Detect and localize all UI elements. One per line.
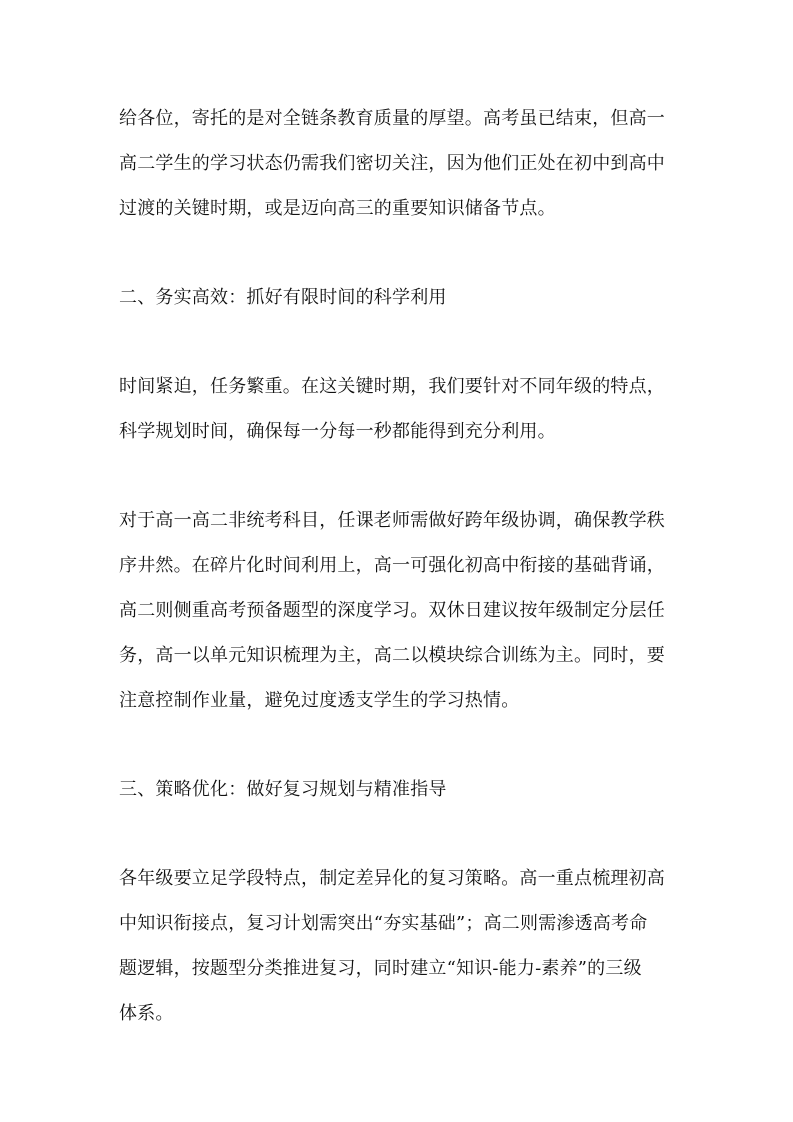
heading-text: 二、务实高效：抓好有限时间的科学利用 xyxy=(119,287,447,308)
text-line: 注意控制作业量，避免过度透支学生的学习热情。 xyxy=(119,690,520,711)
section-heading-3 xyxy=(119,767,679,812)
text-line: 题逻辑，按题型分类推进复习，同时建立“知识-能力-素养”的三级 xyxy=(119,958,642,979)
text-line: 高二学生的学习状态仍需我们密切关注，因为他们正处在初中到高中 xyxy=(119,153,665,174)
text-line: 各年级要立足学段特点，制定差异化的复习策略。高一重点梳理初高 xyxy=(119,868,665,889)
text-line: 体系。 xyxy=(119,1003,174,1024)
document-body xyxy=(119,96,679,1036)
text-line: 过渡的关键时期，或是迈向高三的重要知识储备节点。 xyxy=(119,198,556,219)
text-line: 高二则侧重高考预备题型的深度学习。双休日建议按年级制定分层任 xyxy=(119,600,665,621)
section-heading-2 xyxy=(119,275,679,320)
text-line: 中知识衔接点，复习计划需突出“夯实基础”；高二则需渗透高考命 xyxy=(119,913,648,934)
paragraph-spacer xyxy=(119,723,679,767)
text-line: 序井然。在碎片化时间利用上，高一可强化初高中衔接的基础背诵， xyxy=(119,555,665,576)
paragraph-time xyxy=(119,364,679,454)
paragraph-subjects xyxy=(119,498,679,723)
text-line: 时间紧迫，任务繁重。在这关键时期，我们要针对不同年级的特点， xyxy=(119,376,665,397)
paragraph-spacer xyxy=(119,454,679,498)
text-line: 对于高一高二非统考科目，任课老师需做好跨年级协调，确保教学秩 xyxy=(119,510,665,531)
text-line: 给各位，寄托的是对全链条教育质量的厚望。高考虽已结束，但高一 xyxy=(119,108,665,129)
paragraph-spacer xyxy=(119,231,679,275)
text-line: 科学规划时间，确保每一分每一秒都能得到充分利用。 xyxy=(119,421,556,442)
text-line: 务，高一以单元知识梳理为主，高二以模块综合训练为主。同时，要 xyxy=(119,645,665,666)
paragraph-spacer xyxy=(119,812,679,856)
paragraph-spacer xyxy=(119,320,679,364)
heading-text: 三、策略优化：做好复习规划与精准指导 xyxy=(119,779,447,800)
paragraph-intro xyxy=(119,96,679,231)
paragraph-strategy xyxy=(119,856,679,1036)
